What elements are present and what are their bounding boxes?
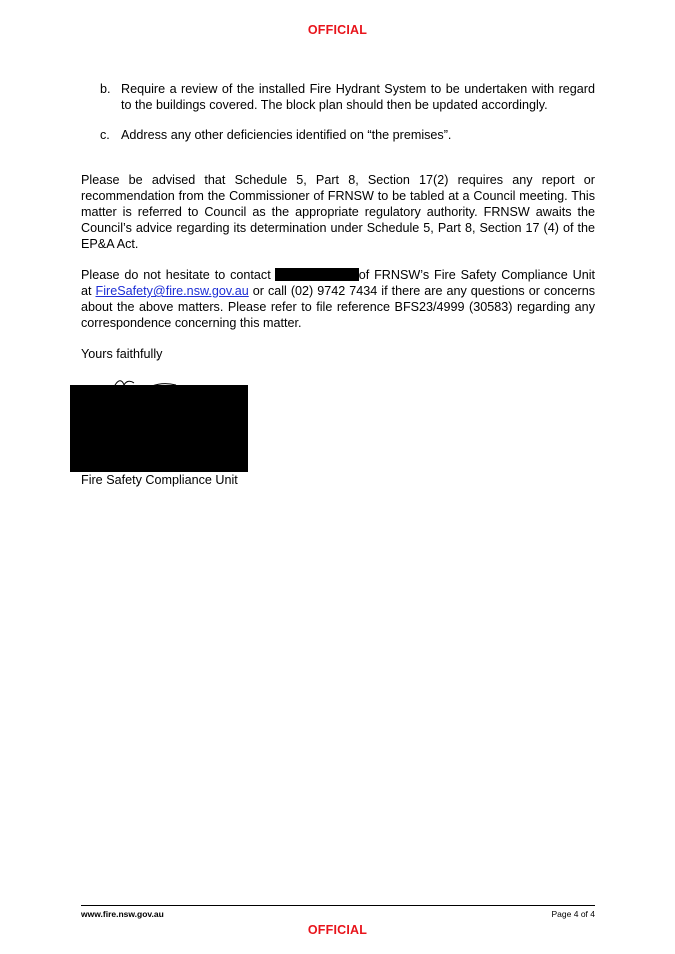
footer-page-number: Page 4 of 4 — [551, 909, 595, 919]
signatory-unit: Fire Safety Compliance Unit — [81, 473, 238, 487]
contact-text-unit: of FRNSW’s Fire Safety Compliance Unit at — [81, 268, 595, 298]
contact-text-start: Please do not hesitate to contact — [81, 268, 271, 282]
letter-body — [81, 81, 595, 362]
classification-header: OFFICIAL — [307, 23, 368, 37]
closing-salutation: Yours faithfully — [81, 347, 163, 361]
list-marker: b. — [100, 82, 111, 96]
redacted-contact-name — [275, 268, 359, 281]
redacted-signature-block — [70, 385, 248, 472]
list-item-text: Address any other deficiencies identified on “the premises”. — [121, 128, 452, 142]
list-item-c — [100, 127, 595, 143]
schedule-paragraph: Please be advised that Schedule 5, Part 8, Section 17(2) requires any report or recommendation from the Commissioner of FRNSW to be tabled at a Council meeting. This matter is referred to Council as the appropriate regulatory authority. FRNSW awaits the Council’s advice regarding its determination under Schedule 5, Part 8, Section 17 (4) of the EP&A Act. — [81, 173, 595, 251]
classification-footer: OFFICIAL — [307, 923, 368, 937]
list-marker: c. — [100, 128, 110, 142]
list-item-text: Require a review of the installed Fire Hydrant System to be undertaken with regard to the buildings covered. The block plan should then be updated accordingly. — [121, 82, 595, 112]
contact-paragraph — [81, 267, 595, 331]
footer-divider — [81, 905, 595, 906]
footer-website: www.fire.nsw.gov.au — [81, 909, 164, 919]
list-item-b — [100, 81, 595, 113]
contact-text-end: or call (02) 9742 7434 if there are any questions or concerns about the above matters. Please refer to file reference BFS23/4999 (30583) regarding any correspondence concerning this matter. — [81, 284, 595, 330]
email-link[interactable]: FireSafety@fire.nsw.gov.au — [95, 284, 249, 298]
